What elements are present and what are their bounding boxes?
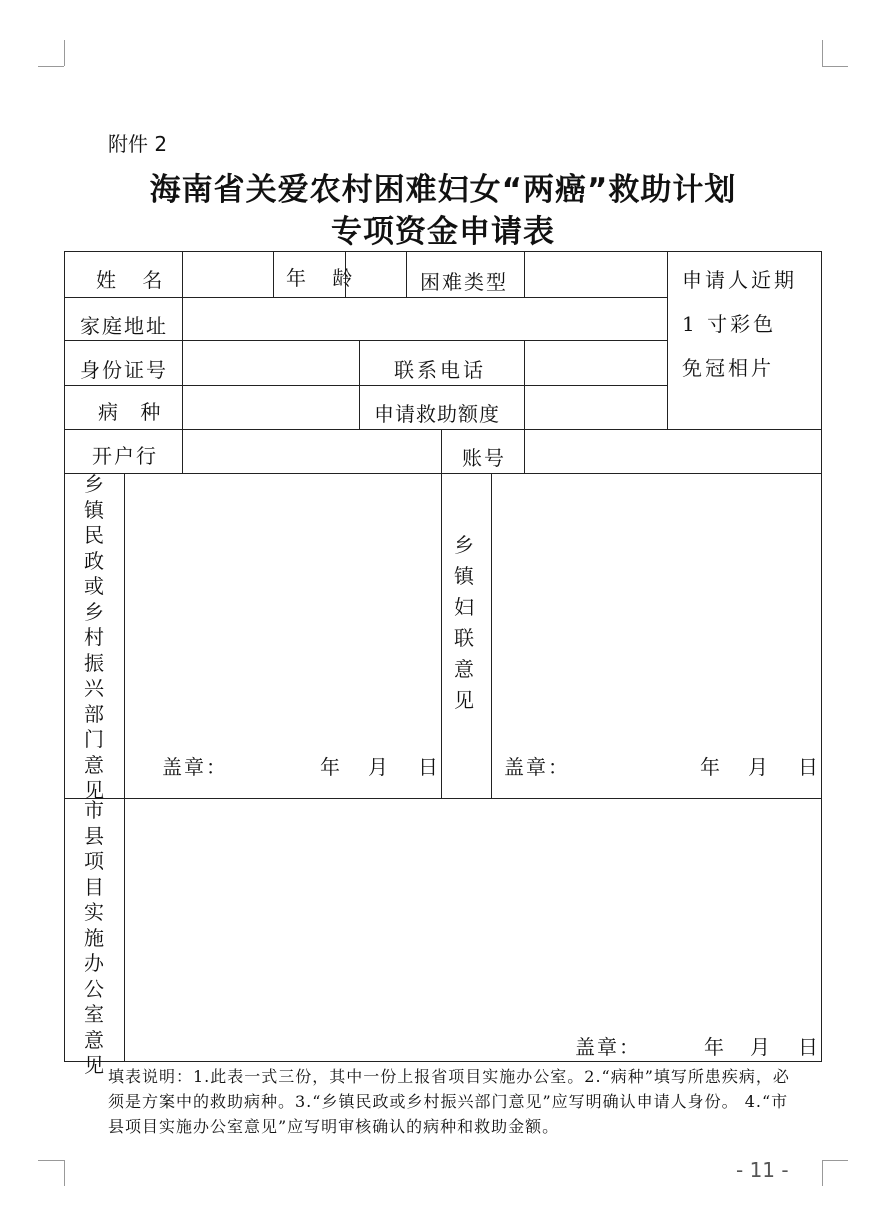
table-rule — [273, 251, 274, 297]
phone-label: 联系电话 — [394, 358, 486, 382]
crop-mark — [822, 1160, 848, 1161]
table-rule — [524, 340, 525, 429]
date-day: 日 — [798, 755, 822, 779]
crop-mark — [822, 1160, 823, 1186]
table-rule — [524, 251, 525, 297]
date-day: 日 — [418, 755, 442, 779]
date-year: 年 — [700, 755, 724, 779]
table-rule — [64, 1061, 822, 1062]
table-rule — [64, 251, 822, 252]
bank-label: 开户行 — [92, 444, 158, 468]
photo-caption-line: 1 寸彩色 — [682, 312, 777, 336]
crop-mark — [38, 66, 64, 67]
seal-label: 盖章： — [162, 755, 228, 779]
table-rule — [406, 251, 407, 297]
aid-amount-label: 申请救助额度 — [374, 402, 500, 426]
crop-mark — [38, 1160, 64, 1161]
date-month: 月 — [368, 755, 392, 779]
date-year: 年 — [320, 755, 344, 779]
table-rule — [64, 297, 668, 298]
table-rule — [359, 340, 360, 429]
account-label: 账号 — [462, 446, 506, 470]
table-rule — [64, 385, 668, 386]
table-rule — [64, 340, 668, 341]
table-rule — [182, 251, 183, 473]
crop-mark — [64, 1160, 65, 1186]
page-subtitle: 专项资金申请表 — [331, 214, 555, 250]
age-label: 年 龄 — [286, 266, 363, 290]
photo-caption-line: 免冠相片 — [682, 356, 774, 380]
table-rule — [491, 473, 492, 798]
crop-mark — [64, 40, 65, 66]
date-month: 月 — [748, 755, 772, 779]
township-womens-federation-label: 乡镇妇联意见 — [454, 533, 474, 712]
table-rule — [64, 429, 822, 430]
table-rule — [821, 251, 822, 1062]
crop-mark — [822, 40, 823, 66]
disease-label: 病 种 — [98, 400, 169, 424]
seal-label: 盖章： — [575, 1035, 641, 1059]
page-title: 海南省关爱农村困难妇女“两癌”救助计划 — [149, 172, 737, 208]
county-office-label: 市县项目实施办公室意见 — [84, 798, 104, 1077]
table-rule — [64, 251, 65, 1062]
table-rule — [64, 798, 822, 799]
filling-instructions: 填表说明：1.此表一式三份，其中一份上报省项目实施办公室。2.“病种”填写所患疾病，必须是方案中的救助病种。3.“乡镇民政或乡村振兴部门意见”应写明确认申请人身份。 4.“市县项目实施办公室意见”应写明审核确认的病种和救助金额。 — [108, 1067, 790, 1136]
address-label: 家庭地址 — [80, 314, 168, 338]
id-number-label: 身份证号 — [80, 358, 168, 382]
attachment-label: 附件 2 — [108, 132, 168, 156]
photo-caption-line: 申请人近期 — [682, 268, 797, 292]
table-rule — [524, 429, 525, 473]
date-year: 年 — [704, 1035, 728, 1059]
table-rule — [441, 429, 442, 798]
page-number: - 11 - — [736, 1158, 789, 1182]
seal-label: 盖章： — [504, 755, 570, 779]
table-rule — [667, 251, 668, 429]
name-label: 姓 名 — [96, 268, 173, 292]
crop-mark — [822, 66, 848, 67]
photo-placeholder — [682, 258, 797, 390]
table-rule — [64, 473, 822, 474]
hardship-type-label: 困难类型 — [420, 270, 508, 294]
date-day: 日 — [798, 1035, 822, 1059]
township-civil-affairs-label: 乡镇民政或乡村振兴部门意见 — [84, 472, 104, 802]
date-month: 月 — [750, 1035, 774, 1059]
table-rule — [124, 473, 125, 1061]
